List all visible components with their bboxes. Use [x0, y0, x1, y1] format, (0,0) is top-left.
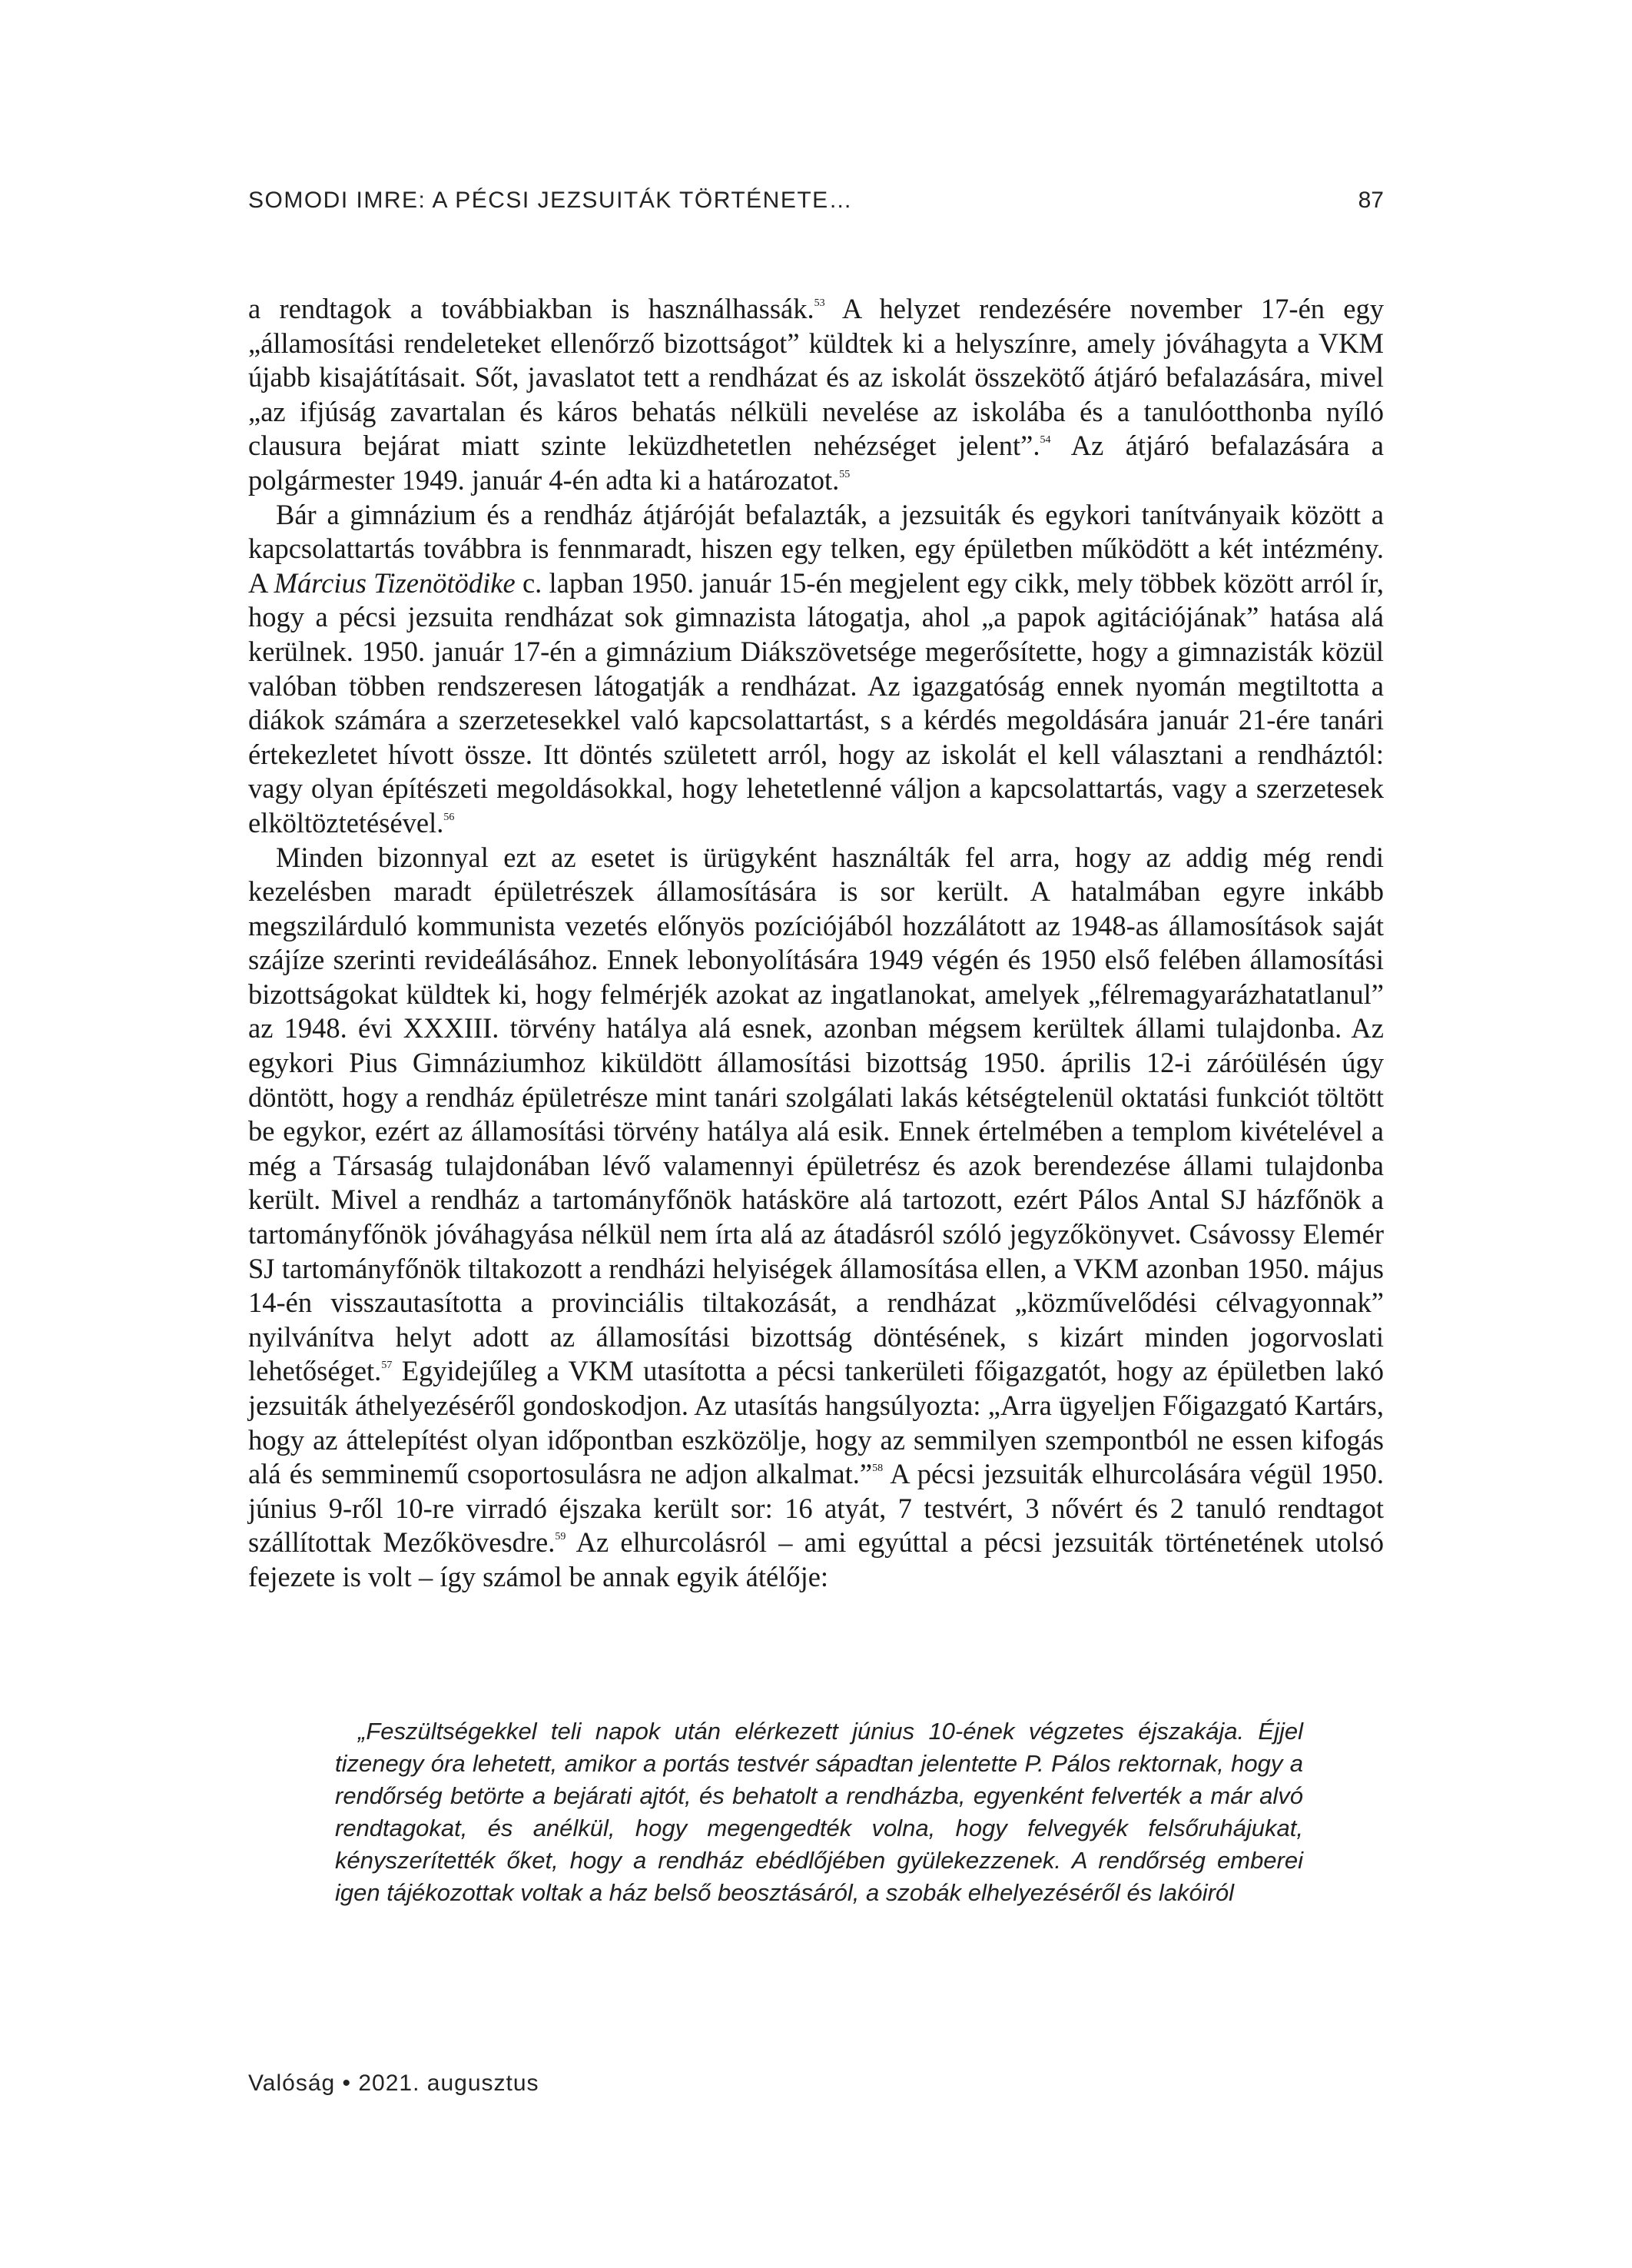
footnote-ref-57: 57	[381, 1360, 393, 1372]
text-run: Bár a gimnázium és a rendház átjáróját befalazták, a jezsuiták és egykori tanítványaik között a kapcsolattartás továbbra is fennmaradt, hiszen egy telken, egy épületben működött a két intézmény. A	[248, 498, 1384, 599]
running-head-title: SOMODI IMRE: A PÉCSI JEZSUITÁK TÖRTÉNETE…	[248, 188, 854, 213]
paragraph	[248, 292, 1384, 498]
text-run: A pécsi jezsuiták elhurcolására végül 1950. június 9-ről 10-re virradó éjszaka került sor: 16 atyát, 7 testvért, 3 nővért és 2 tanuló rendtagot szállítottak Mezőkövesdre.	[248, 1458, 1384, 1559]
footnote-ref-53: 53	[814, 297, 825, 309]
paragraph	[248, 841, 1384, 1595]
footnote-ref-56: 56	[443, 811, 455, 823]
article-body	[248, 292, 1384, 1595]
text-run: Minden bizonnyal ezt az esetet is ürügyként használták fel arra, hogy az addig még rendi kezelésben maradt épületrészek államosítására is sor került. A hatalmában egyre inkább megszilárduló kommunista vezetés előnyös pozíciójából hozzálátott az 1948-as államosítások saját szájíze szerinti revideálásához. Ennek lebonyolítására 1949 végén és 1950 első felében államosítási bizottságokat küldtek ki, hogy felmérjék azokat az ingatlanokat, amelyek „félremagyarázhatatlanul” az 1948. évi XXXIII. törvény hatálya alá esnek, azonban mégsem kerültek állami tulajdonba. Az egykori Pius Gimnáziumhoz kiküldött államosítási bizottság 1950. április 12-i záróülésén úgy döntött, hogy a rendház épületrésze mint tanári szolgálati lakás kétségtelenül oktatási funkciót töltött be egykor, ezért az államosítási törvény hatálya alá esik. Ennek értelmében a templom kivételével a még a Társaság tulajdonában lévő valamennyi épületrész és azok berendezése állami tulajdonba került. Mivel a rendház a tartományfőnök hatásköre alá tartozott, ezért Pálos Antal SJ házfőnök a tartományfőnök jóváhagyása nélkül nem írta alá az átadásról szóló jegyzőkönyvet. Csávossy Elemér SJ tartományfőnök tiltakozott a rendházi helyiségek államosítása ellen, a VKM azonban 1950. május 14-én visszautasította a provinciális tiltakozását, a rendházat „közművelődési célvagyonnak” nyilvánítva helyt adott az államosítási bizottság döntésének, s kizárt minden jogorvoslati lehetőséget.	[248, 841, 1384, 1387]
text-run: a rendtagok a továbbiakban is használhassák.	[248, 293, 814, 324]
footnote-ref-58: 58	[872, 1463, 884, 1475]
page-number: 87	[1358, 188, 1384, 213]
text-run: c. lapban 1950. január 15-én megjelent egy cikk, mely többek között arról ír, hogy a pécsi jezsuita rendházat sok gimnazista látogatja, ahol „a papok agitációjának” hatása alá kerülnek. 1950. január 17-én a gimnázium Diákszövetsége megerősítette, hogy a gimnazisták közül valóban többen rendszeresen látogatják a rendházat. Az igazgatóság ennek nyomán megtiltotta a diákok számára a szerzetesekkel való kapcsolattartást, s a kérdés megoldására január 21-ére tanári értekezletet hívott össze. Itt döntés született arról, hogy az iskolát el kell választani a rendháztól: vagy olyan építészeti megoldásokkal, hogy lehetetlenné váljon a kapcsolattartás, vagy a szerzetesek elköltöztetésével.	[248, 566, 1384, 838]
running-head	[248, 188, 1384, 221]
text-run: Egyidejűleg a VKM utasította a pécsi tankerületi főigazgatót, hogy az épületben lakó jezsuiták áthelyezéséről gondoskodjon. Az utasítás hangsúlyozta: „Arra ügyeljen Főigazgató Kartárs, hogy az áttelepítést olyan időpontban eszközölje, hogy az semmilyen szempontból ne essen kifogás alá és semminemű csoportosulásra ne adjon alkalmat.”	[248, 1355, 1384, 1490]
newspaper-title: Március Tizenötödike	[274, 566, 516, 599]
footnote-ref-55: 55	[839, 468, 851, 480]
footer-journal-date: Valóság • 2021. augusztus	[248, 2070, 539, 2096]
text-run: Az átjáró befalazására a polgármester 1949. január 4-én adta ki a határozatot.	[248, 430, 1384, 496]
block-quote: „Feszültségekkel teli napok után elérkezett június 10-ének végzetes éjszakája. Éjjel tizenegy óra lehetett, amikor a portás testvér sápadtan jelentette P. Pálos rektornak, hogy a rendőrség betörte a bejárati ajtót, és behatolt a rendházba, egyenként felverték a már alvó rendtagokat, és anélkül, hogy megengedték volna, hogy felvegyék felsőruhájukat, kényszerítették őket, hogy a rendház ebédlőjében gyülekezzenek. A rendőrség emberei igen tájékozottak voltak a ház belső beosztásáról, a szobák elhelyezéséről és lakóiról	[335, 1718, 1303, 1906]
paragraph	[248, 498, 1384, 841]
footnote-ref-59: 59	[555, 1531, 566, 1543]
text-run: A helyzet rendezésére november 17-én egy „államosítási rendeleteket ellenőrző bizottságot” küldtek ki a helyszínre, amely jóváhagyta a VKM újabb kisajátításait. Sőt, javaslatot tett a rendházat és az iskolát összekötő átjáró befalazására, mivel „az ifjúság zavartalan és káros behatás nélküli nevelése az iskolába és a tanulóotthonba nyíló clausura bejárat miatt szinte leküzdhetetlen nehézséget jelent”.	[248, 293, 1384, 462]
footnote-ref-54: 54	[1040, 434, 1051, 447]
text-run: Az elhurcolásról – ami egyúttal a pécsi jezsuiták történetének utolsó fejezete is volt – így számol be annak egyik átélője:	[248, 1526, 1384, 1592]
